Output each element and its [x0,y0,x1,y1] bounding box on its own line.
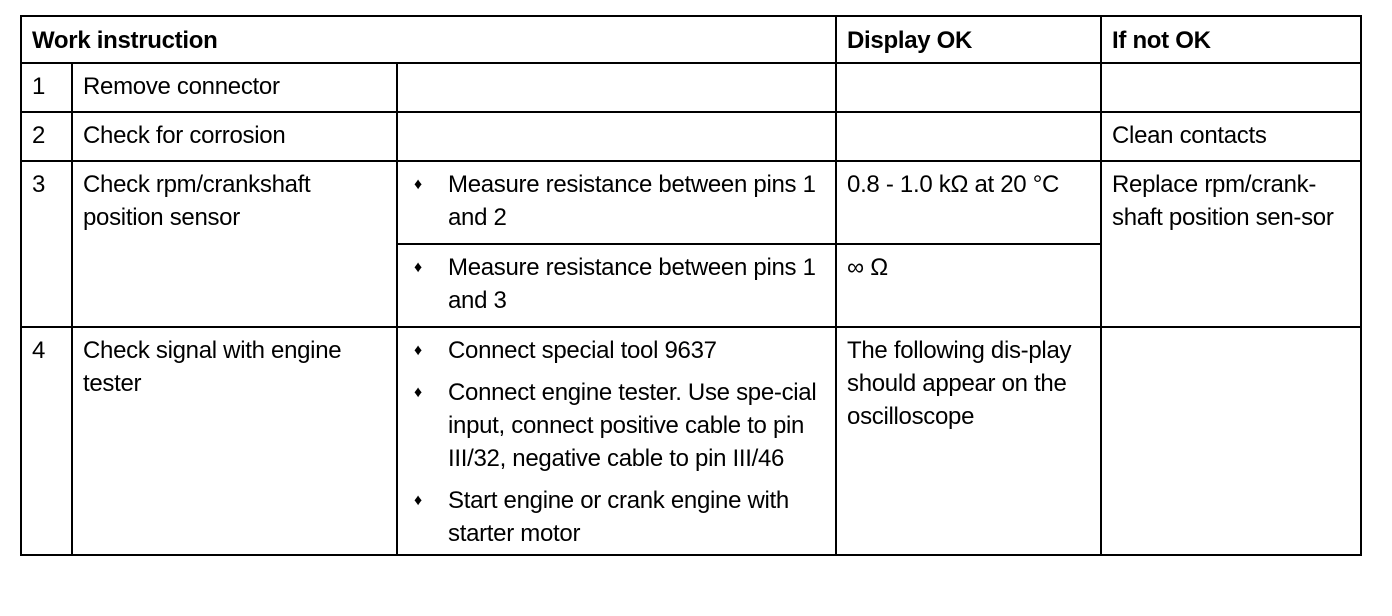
step-number: 3 [21,161,72,327]
table-header-row [21,16,1361,63]
table-row [21,161,1361,244]
if-not-ok-cell: Clean contacts [1101,112,1361,161]
step-description: Remove connector [72,63,397,112]
diamond-bullet-icon: ♦ [414,259,422,276]
action-item [408,334,825,367]
step-actions [397,327,836,555]
display-ok-cell: The following dis-play should appear on the oscilloscope [836,327,1101,555]
display-ok-cell: ∞ Ω [836,244,1101,327]
action-item [408,251,825,317]
action-text: Connect engine tester. Use spe-cial input, connect positive cable to pin III/32, negative cable to pin III/46 [448,379,817,472]
diamond-bullet-icon: ♦ [414,384,422,401]
diamond-bullet-icon: ♦ [414,492,422,509]
step-actions [397,161,836,244]
if-not-ok-cell [1101,63,1361,112]
step-actions [397,244,836,327]
display-ok-cell [836,112,1101,161]
step-description: Check for corrosion [72,112,397,161]
header-if-not-ok: If not OK [1101,16,1361,63]
header-display-ok: Display OK [836,16,1101,63]
diamond-bullet-icon: ♦ [414,342,422,359]
action-item [408,376,825,475]
table-row [21,63,1361,112]
header-work-instruction: Work instruction [21,16,836,63]
action-text: Connect special tool 9637 [448,337,717,364]
action-text: Measure resistance between pins 1 and 3 [448,254,816,314]
action-text: Measure resistance between pins 1 and 2 [448,171,816,231]
action-item [408,484,825,550]
step-description: Check signal with engine tester [72,327,397,555]
step-description: Check rpm/crankshaft position sensor [72,161,397,327]
action-item [408,168,825,234]
if-not-ok-cell: Replace rpm/crank-shaft position sen-sor [1101,161,1361,327]
if-not-ok-cell [1101,327,1361,555]
work-instruction-table [20,15,1362,556]
display-ok-cell: 0.8 - 1.0 kΩ at 20 °C [836,161,1101,244]
diamond-bullet-icon: ♦ [414,176,422,193]
table-row [21,327,1361,555]
step-actions [397,63,836,112]
step-number: 1 [21,63,72,112]
display-ok-cell [836,63,1101,112]
step-number: 4 [21,327,72,555]
action-text: Start engine or crank engine with starter motor [448,487,789,547]
step-actions [397,112,836,161]
table-row [21,112,1361,161]
step-number: 2 [21,112,72,161]
